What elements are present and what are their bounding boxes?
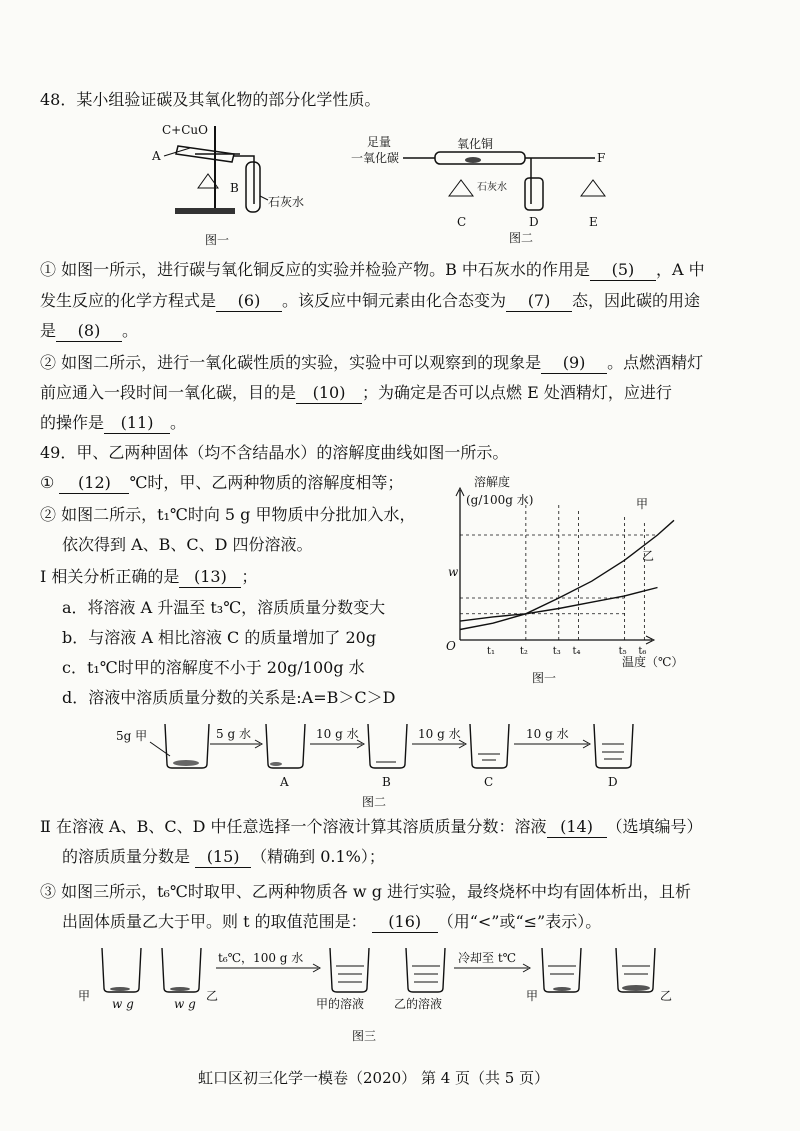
fig2-label-c: C — [457, 215, 467, 229]
series-jia-label: 甲 — [636, 497, 649, 511]
fig2-label-d: D — [529, 215, 539, 229]
fig3-caption: 图三 — [352, 1029, 377, 1043]
fig3-jia-label-2: 甲 — [526, 989, 539, 1003]
blank-14[interactable]: (14) — [547, 817, 607, 838]
q48-p1-line2: 发生反应的化学方程式是 (6) 。该反应中铜元素由化合态变为 (7) 态，因此碳的用途 — [40, 291, 701, 310]
x-tick-label: t₆ — [638, 646, 647, 657]
fig3-sol-jia: 甲的溶液 — [316, 997, 365, 1011]
beaker-label-d: D — [608, 775, 618, 789]
q49-p1: ① (12) ℃时，甲、乙两种物质的溶解度相等； — [40, 473, 404, 492]
chart-origin: O — [446, 639, 456, 653]
solubility-chart — [440, 470, 710, 685]
chart-xlabel: 温度（℃） — [622, 655, 684, 669]
x-tick-label: t₃ — [552, 646, 561, 657]
fig3-yi-label-2: 乙 — [660, 989, 673, 1003]
q49-option-a: a．将溶液 A 升温至 t₃℃，溶质质量分数变大 — [62, 598, 386, 617]
fig3-step1: t₆℃，100 g 水 — [218, 951, 304, 965]
fig2-label-e: E — [589, 215, 598, 229]
q49-p3-line2: 出固体质量乙大于甲。则 t 的取值范围是： (16) （用“<”或“≤”表示）。 — [62, 912, 602, 931]
blank-15[interactable]: (15) — [195, 847, 251, 868]
q48-p1-line1: ① 如图一所示，进行碳与氧化铜反应的实验并检验产物。B 中石灰水的作用是 (5) ，A 中 — [40, 260, 705, 279]
q49-fig3-beakers — [76, 940, 696, 1050]
blank-9[interactable]: (9) — [541, 353, 607, 374]
q49-option-d: d．溶液中溶质质量分数的关系是:A=B＞C＞D — [62, 688, 396, 707]
q49-p2-line2: 依次得到 A、B、C、D 四份溶液。 — [62, 535, 313, 554]
chart-ylabel-2: (g/100g 水) — [466, 493, 534, 507]
fig2-step2: 10 g 水 — [316, 727, 359, 741]
q49-p2-line1: ② 如图二所示，t₁℃时向 5 g 甲物质中分批加入水， — [40, 505, 416, 524]
q48-p1-line3: 是 (8) 。 — [40, 321, 139, 340]
q49-i: Ⅰ 相关分析正确的是 (13) ； — [40, 567, 258, 586]
fig2-caption: 图二 — [509, 231, 534, 245]
blank-7[interactable]: (7) — [506, 291, 572, 312]
fig2-step3: 10 g 水 — [418, 727, 461, 741]
blank-8[interactable]: (8) — [56, 321, 122, 342]
blank-5[interactable]: (5) — [590, 260, 656, 281]
chart-caption: 图一 — [532, 671, 557, 685]
fig3-jia-label: 甲 — [78, 989, 91, 1003]
blank-16[interactable]: (16) — [372, 912, 438, 933]
fig2-step1: 5 g 水 — [216, 727, 251, 741]
x-tick-label: t₅ — [618, 646, 627, 657]
fig1-reactant-label: C+CuO — [162, 123, 208, 137]
q48-p2-line1: ② 如图二所示，进行一氧化碳性质的实验，实验中可以观察到的现象是 (9) 。点燃酒精灯 — [40, 353, 704, 372]
fig2-copper-oxide: 氧化铜 — [457, 137, 494, 151]
q48-fig1-apparatus — [150, 118, 330, 248]
fig3-sol-yi: 乙的溶液 — [394, 997, 443, 1011]
series-yi-label: 乙 — [642, 549, 655, 563]
fig1-label-a: A — [152, 149, 161, 163]
fig2-caption: 图二 — [362, 795, 387, 809]
fig2-gas-line1: 足量 — [367, 135, 392, 149]
fig2-step4: 10 g 水 — [526, 727, 569, 741]
q49-ii-line2: 的溶质质量分数是 (15) （精确到 0.1%）； — [62, 847, 385, 866]
q49-title: 49．甲、乙两种固体（均不含结晶水）的溶解度曲线如图一所示。 — [40, 443, 509, 462]
q49-option-c: c．t₁℃时甲的溶解度不小于 20g/100g 水 — [62, 658, 365, 677]
page-footer: 虹口区初三化学一模卷（2020） 第 4 页（共 5 页） — [198, 1069, 550, 1087]
q49-option-b: b．与溶液 A 相比溶液 C 的质量增加了 20g — [62, 628, 377, 647]
q49-ii-line1: Ⅱ 在溶液 A、B、C、D 中任意选择一个溶液计算其溶质质量分数：溶液 (14) （选填编号） — [40, 817, 703, 836]
fig3-step2: 冷却至 t℃ — [458, 951, 517, 965]
blank-11[interactable]: (11) — [104, 413, 170, 434]
fig1-limewater: 石灰水 — [268, 195, 305, 209]
blank-12[interactable]: (12) — [59, 473, 129, 494]
fig2-gas-line2: 一氧化碳 — [351, 151, 400, 165]
q49-p3-line1: ③ 如图三所示，t₆℃时取甲、乙两种物质各 w g 进行实验，最终烧杯中均有固体析出，且析 — [40, 882, 692, 901]
q48-title: 48．某小组验证碳及其氧化物的部分化学性质。 — [40, 90, 381, 109]
x-tick-label: t₄ — [572, 646, 581, 657]
chart-w-label: w — [448, 565, 459, 579]
q49-fig2-beakers — [110, 712, 670, 810]
blank-13[interactable]: (13) — [179, 567, 241, 588]
fig3-wg-1: w g — [112, 997, 134, 1011]
q48-p2-line2: 前应通入一段时间一氧化碳，目的是 (10) ；为确定是否可以点燃 E 处酒精灯，应进行 — [40, 383, 672, 402]
fig3-yi-label: 乙 — [206, 989, 219, 1003]
blank-10[interactable]: (10) — [296, 383, 362, 404]
fig2-start-label: 5g 甲 — [116, 729, 148, 743]
beaker-label-b: B — [382, 775, 391, 789]
chart-ylabel-1: 溶解度 — [474, 475, 511, 489]
blank-6[interactable]: (6) — [216, 291, 282, 312]
x-tick-label: t₁ — [486, 646, 495, 657]
beaker-label-c: C — [484, 775, 494, 789]
fig1-label-b: B — [230, 181, 239, 195]
series-jia-line — [460, 520, 674, 629]
x-tick-label: t₂ — [519, 646, 528, 657]
q48-fig2-apparatus — [345, 134, 625, 244]
series-yi-line — [460, 588, 658, 622]
fig2-label-f: F — [597, 151, 606, 165]
fig2-limewater: 石灰水 — [477, 182, 507, 193]
fig3-wg-2: w g — [174, 997, 196, 1011]
q48-p2-line3: 的操作是 (11) 。 — [40, 413, 187, 432]
fig1-caption: 图一 — [205, 233, 230, 247]
beaker-label-a: A — [280, 775, 289, 789]
